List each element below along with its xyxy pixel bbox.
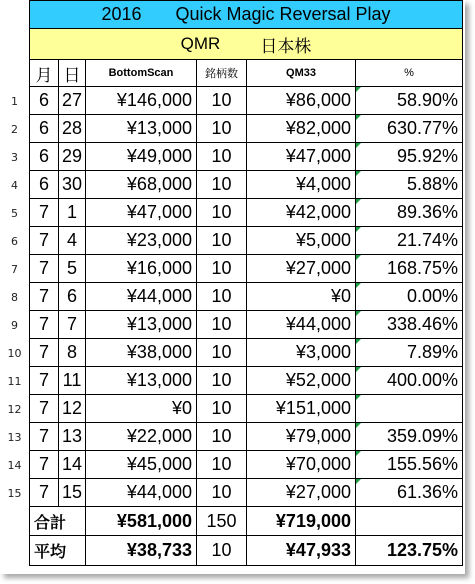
cell-bottomscan[interactable]: ¥47,000: [86, 199, 197, 227]
subtitle-cell[interactable]: [29, 29, 463, 60]
cell-bottomscan[interactable]: ¥146,000: [86, 87, 197, 115]
cell-qm33[interactable]: ¥82,000: [247, 115, 356, 143]
cell-pct[interactable]: 21.74%: [356, 227, 463, 255]
cell-bottomscan[interactable]: ¥44,000: [86, 283, 197, 311]
table-row: [0, 339, 465, 367]
cell-month[interactable]: 7: [29, 255, 59, 283]
cell-bottomscan[interactable]: ¥49,000: [86, 143, 197, 171]
cell-pct[interactable]: 58.90%: [356, 87, 463, 115]
cell-month[interactable]: 7: [29, 311, 59, 339]
cell-day[interactable]: 29: [59, 143, 86, 171]
total-bottomscan[interactable]: ¥581,000: [86, 507, 197, 536]
cell-pct[interactable]: 7.89%: [356, 339, 463, 367]
header-month[interactable]: 月: [29, 60, 59, 87]
cell-pct[interactable]: 168.75%: [356, 255, 463, 283]
cell-count[interactable]: 10: [197, 115, 247, 143]
cell-count[interactable]: 10: [197, 171, 247, 199]
cell-count[interactable]: 10: [197, 199, 247, 227]
cell-qm33[interactable]: ¥27,000: [247, 255, 356, 283]
total-pct[interactable]: [356, 507, 463, 536]
cell-pct[interactable]: 359.09%: [356, 423, 463, 451]
total-label[interactable]: 合計: [29, 507, 86, 536]
cell-month[interactable]: 6: [29, 87, 59, 115]
cell-pct[interactable]: 61.36%: [356, 479, 463, 507]
cell-count[interactable]: 10: [197, 479, 247, 507]
table-row: [0, 255, 465, 283]
cell-bottomscan[interactable]: ¥68,000: [86, 171, 197, 199]
cell-bottomscan[interactable]: ¥44,000: [86, 479, 197, 507]
table-row: [0, 479, 465, 507]
cell-month[interactable]: 7: [29, 367, 59, 395]
cell-pct[interactable]: 155.56%: [356, 451, 463, 479]
cell-day[interactable]: 4: [59, 227, 86, 255]
table-row: [0, 311, 465, 339]
row-number[interactable]: 12: [0, 395, 29, 423]
table-row: [0, 87, 465, 115]
cell-month[interactable]: 7: [29, 339, 59, 367]
cell-day[interactable]: 28: [59, 115, 86, 143]
cell-pct[interactable]: [356, 395, 463, 423]
cell-count[interactable]: 10: [197, 227, 247, 255]
cell-qm33[interactable]: ¥42,000: [247, 199, 356, 227]
cell-day[interactable]: 8: [59, 339, 86, 367]
cell-qm33[interactable]: ¥52,000: [247, 367, 356, 395]
title-row: [0, 0, 465, 29]
cell-count[interactable]: 10: [197, 255, 247, 283]
cell-qm33[interactable]: ¥70,000: [247, 451, 356, 479]
table-row: [0, 199, 465, 227]
row-number[interactable]: 1: [0, 87, 29, 115]
cell-month[interactable]: 7: [29, 227, 59, 255]
header-count[interactable]: 銘柄数: [197, 60, 247, 87]
table-row: [0, 423, 465, 451]
cell-count[interactable]: 10: [197, 339, 247, 367]
row-header-blank: [0, 536, 29, 566]
header-bottomscan[interactable]: BottomScan: [86, 60, 197, 87]
row-header-blank: [0, 507, 29, 536]
row-number[interactable]: 7: [0, 255, 29, 283]
table-row: [0, 143, 465, 171]
cell-month[interactable]: 7: [29, 451, 59, 479]
table-row: [0, 367, 465, 395]
cell-pct[interactable]: 630.77%: [356, 115, 463, 143]
subtitle-row: [0, 29, 465, 60]
cell-day[interactable]: 14: [59, 451, 86, 479]
cell-day[interactable]: 6: [59, 283, 86, 311]
cell-month[interactable]: 7: [29, 479, 59, 507]
average-pct[interactable]: 123.75%: [356, 536, 463, 566]
table-row: [0, 171, 465, 199]
cell-count[interactable]: 10: [197, 423, 247, 451]
cell-bottomscan[interactable]: ¥13,000: [86, 115, 197, 143]
title-name: Quick Magic Reversal Play: [175, 4, 391, 24]
table-row: [0, 451, 465, 479]
cell-day[interactable]: 13: [59, 423, 86, 451]
cell-day[interactable]: 5: [59, 255, 86, 283]
cell-pct[interactable]: 5.88%: [356, 171, 463, 199]
cell-qm33[interactable]: ¥5,000: [247, 227, 356, 255]
cell-count[interactable]: 10: [197, 87, 247, 115]
cell-qm33[interactable]: ¥151,000: [247, 395, 356, 423]
cell-qm33[interactable]: ¥4,000: [247, 171, 356, 199]
cell-day[interactable]: 7: [59, 311, 86, 339]
cell-month[interactable]: 7: [29, 283, 59, 311]
row-number[interactable]: 9: [0, 311, 29, 339]
cell-month[interactable]: 7: [29, 199, 59, 227]
cell-day[interactable]: 27: [59, 87, 86, 115]
row-number[interactable]: 8: [0, 283, 29, 311]
cell-bottomscan[interactable]: ¥22,000: [86, 423, 197, 451]
header-day[interactable]: 日: [59, 60, 86, 87]
cell-day[interactable]: 11: [59, 367, 86, 395]
row-number[interactable]: 14: [0, 451, 29, 479]
table-row: [0, 283, 465, 311]
cell-day[interactable]: 15: [59, 479, 86, 507]
header-qm33[interactable]: QM33: [247, 60, 356, 87]
row-number[interactable]: 3: [0, 143, 29, 171]
row-number[interactable]: 15: [0, 479, 29, 507]
cell-month[interactable]: 6: [29, 115, 59, 143]
cell-count[interactable]: 10: [197, 311, 247, 339]
average-count[interactable]: 10: [197, 536, 247, 566]
row-header-blank: [0, 60, 29, 87]
cell-count[interactable]: 10: [197, 367, 247, 395]
cell-bottomscan[interactable]: ¥0: [86, 395, 197, 423]
row-number[interactable]: 6: [0, 227, 29, 255]
title-cell[interactable]: [29, 0, 463, 29]
row-number[interactable]: 10: [0, 339, 29, 367]
cell-bottomscan[interactable]: ¥23,000: [86, 227, 197, 255]
cell-bottomscan[interactable]: ¥13,000: [86, 311, 197, 339]
cell-bottomscan[interactable]: ¥13,000: [86, 367, 197, 395]
cell-count[interactable]: 10: [197, 143, 247, 171]
cell-count[interactable]: 10: [197, 451, 247, 479]
cell-bottomscan[interactable]: ¥38,000: [86, 339, 197, 367]
cell-pct[interactable]: 89.36%: [356, 199, 463, 227]
cell-day[interactable]: 12: [59, 395, 86, 423]
cell-pct[interactable]: 338.46%: [356, 311, 463, 339]
cell-month[interactable]: 7: [29, 423, 59, 451]
cell-qm33[interactable]: ¥47,000: [247, 143, 356, 171]
row-number[interactable]: 4: [0, 171, 29, 199]
title-year: 2016: [101, 4, 142, 24]
cell-qm33[interactable]: ¥27,000: [247, 479, 356, 507]
row-number[interactable]: 5: [0, 199, 29, 227]
cell-day[interactable]: 1: [59, 199, 86, 227]
row-number[interactable]: 2: [0, 115, 29, 143]
cell-qm33[interactable]: ¥79,000: [247, 423, 356, 451]
subtitle-code: QMR: [180, 34, 221, 53]
row-header-blank: [0, 29, 29, 60]
average-qm33[interactable]: ¥47,933: [247, 536, 356, 566]
total-qm33[interactable]: ¥719,000: [247, 507, 356, 536]
cell-month[interactable]: 6: [29, 143, 59, 171]
average-label[interactable]: 平均: [29, 536, 86, 566]
subtitle-market: 日本株: [260, 36, 312, 56]
cell-month[interactable]: 7: [29, 395, 59, 423]
cell-qm33[interactable]: ¥0: [247, 283, 356, 311]
total-count[interactable]: 150: [197, 507, 247, 536]
cell-qm33[interactable]: ¥86,000: [247, 87, 356, 115]
average-row: [0, 536, 465, 566]
row-header-blank: [0, 0, 29, 29]
cell-day[interactable]: 30: [59, 171, 86, 199]
cell-bottomscan[interactable]: ¥45,000: [86, 451, 197, 479]
cell-pct[interactable]: 95.92%: [356, 143, 463, 171]
total-row: [0, 507, 465, 536]
cell-pct[interactable]: 0.00%: [356, 283, 463, 311]
row-number[interactable]: 11: [0, 367, 29, 395]
cell-bottomscan[interactable]: ¥16,000: [86, 255, 197, 283]
header-row: [0, 60, 465, 87]
cell-qm33[interactable]: ¥3,000: [247, 339, 356, 367]
header-pct[interactable]: %: [356, 60, 463, 87]
cell-count[interactable]: 10: [197, 283, 247, 311]
table-row: [0, 227, 465, 255]
cell-count[interactable]: 10: [197, 395, 247, 423]
row-number[interactable]: 13: [0, 423, 29, 451]
cell-qm33[interactable]: ¥44,000: [247, 311, 356, 339]
cell-month[interactable]: 6: [29, 171, 59, 199]
cell-pct[interactable]: 400.00%: [356, 367, 463, 395]
table-row: [0, 395, 465, 423]
table-row: [0, 115, 465, 143]
average-bottomscan[interactable]: ¥38,733: [86, 536, 197, 566]
